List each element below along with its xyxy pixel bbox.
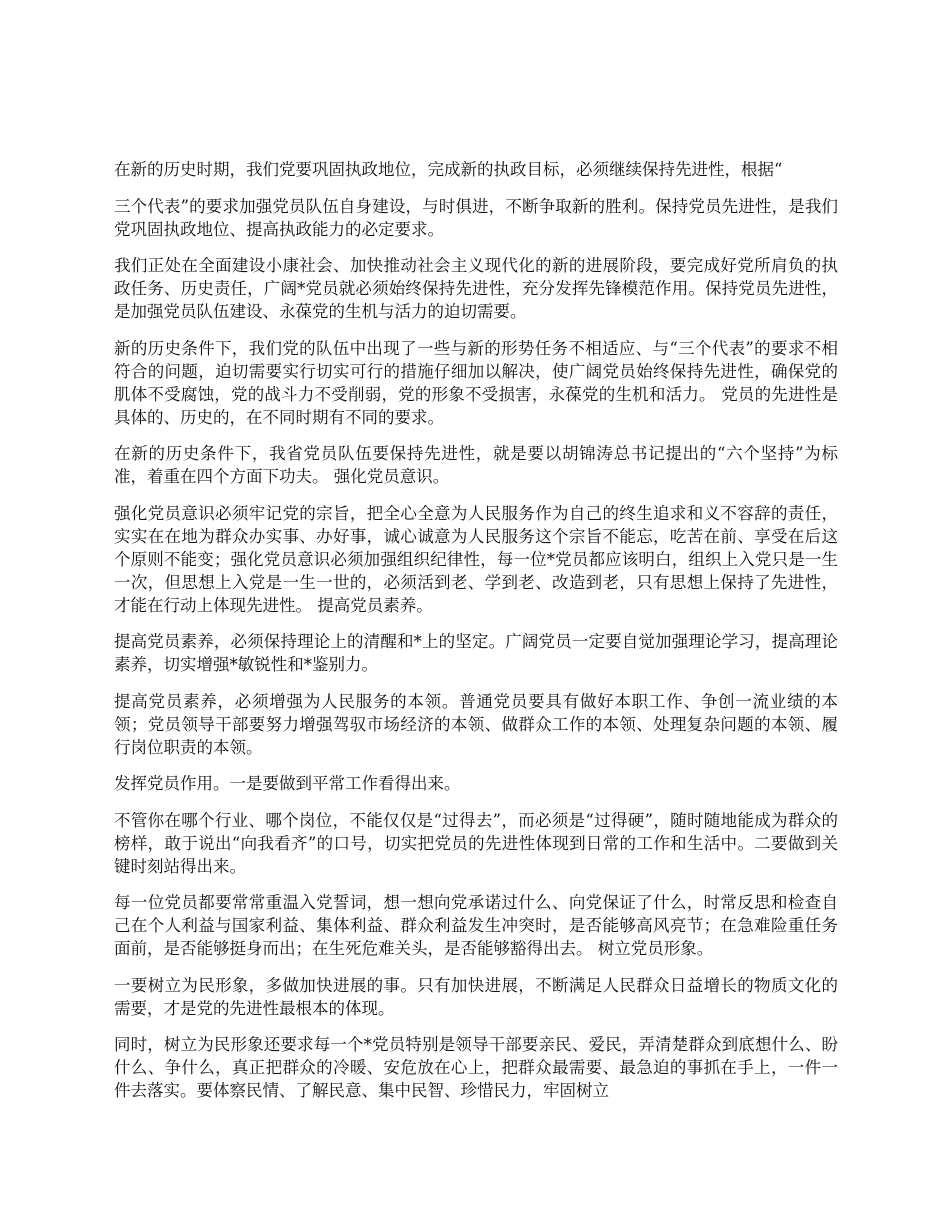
paragraph: 新的历史条件下，我们党的队伍中出现了一些与新的形势任务不相适应、与“三个代表”的要求不相符合的问题，迫切需要实行切实可行的措施仔细加以解决，使广阔党员始终保持先进性，确保党的肌体不受腐蚀，党的战斗力不受削弱，党的形象不受损害，永葆党的生机和活力。 党员的先进性是具体的、历史的，在不同时期有不同的要求。	[114, 338, 838, 427]
paragraph: 在新的历史时期，我们党要巩固执政地位，完成新的执政目标，必须继续保持先进性，根据“	[114, 160, 783, 179]
paragraph: 不管你在哪个行业、哪个岗位，不能仅仅是“过得去”，而必须是“过得硬”，随时随地能成为群众的榜样，敢于说出“向我看齐”的口号，切实把党员的先进性体现到日常的工作和生活中。二要做到关键时刻站得出来。	[114, 810, 838, 876]
paragraph: 三个代表”的要求加强党员队伍自身建设，与时俱进，不断争取新的胜利。保持党员先进性，是我们党巩固执政地位、提高执政能力的必定要求。	[114, 196, 838, 239]
document-body	[114, 158, 838, 1116]
paragraph: 提高党员素养，必须增强为人民服务的本领。普通党员要具有做好本职工作、争创一流业绩的本领；党员领导干部要努力增强驾驭市场经济的本领、做群众工作的本领、处理复杂问题的本领、履行岗位职责的本领。	[114, 691, 838, 757]
paragraph: 在新的历史条件下，我省党员队伍要保持先进性，就是要以胡锦涛总书记提出的“六个坚持”为标准，着重在四个方面下功夫。 强化党员意识。	[114, 444, 838, 486]
paragraph: 每一位党员都要常常重温入党誓词，想一想向党承诺过什么、向党保证了什么，时常反思和检查自己在个人利益与国家利益、集体利益、群众利益发生冲突时，是否能够高风亮节；在急难险重任务面前，是否能够挺身而出；在生死危难关头，是否能够豁得出去。 树立党员形象。	[114, 893, 838, 958]
paragraph: 强化党员意识必须牢记党的宗旨，把全心全意为人民服务作为自己的终生追求和义不容辞的责任，实实在在地为群众办实事、办好事，诚心诚意为人民服务这个宗旨不能忘，吃苦在前、享受在后这个原则不能变；强化党员意识必须加强组织纪律性，每一位*党员都应该明白，组织上入党只是一生一次，但思想上入党是一生一世的，必须活到老、学到老、改造到老，只有思想上保持了先进性，才能在行动上体现先进性。 提高党员素养。	[114, 503, 838, 615]
paragraph: 一要树立为民形象，多做加快进展的事。只有加快进展，不断满足人民群众日益增长的物质文化的需要，才是党的先进性最根本的体现。	[114, 975, 838, 1018]
paragraph: 同时，树立为民形象还要求每一个*党员特别是领导干部要亲民、爱民，弄清楚群众到底想什么、盼什么、争什么，真正把群众的冷暖、安危放在心上，把群众最需要、最急迫的事抓在手上，一件一件去落实。要体察民情、了解民意、集中民智、珍惜民力，牢固树立	[114, 1035, 838, 1100]
paragraph: 我们正处在全面建设小康社会、加快推动社会主义现代化的新的进展阶段，要完成好党所肩负的执政任务、历史责任，广阔*党员就必须始终保持先进性，充分发挥先锋模范作用。保持党员先进性，是加强党员队伍建设、永葆党的生机与活力的迫切需要。	[114, 256, 838, 321]
paragraph: 发挥党员作用。一是要做到平常工作看得出来。	[114, 774, 461, 793]
paragraph: 提高党员素养，必须保持理论上的清醒和*上的坚定。广阔党员一定要自觉加强理论学习，提高理论素养，切实增强*敏锐性和*鉴别力。	[114, 632, 838, 674]
